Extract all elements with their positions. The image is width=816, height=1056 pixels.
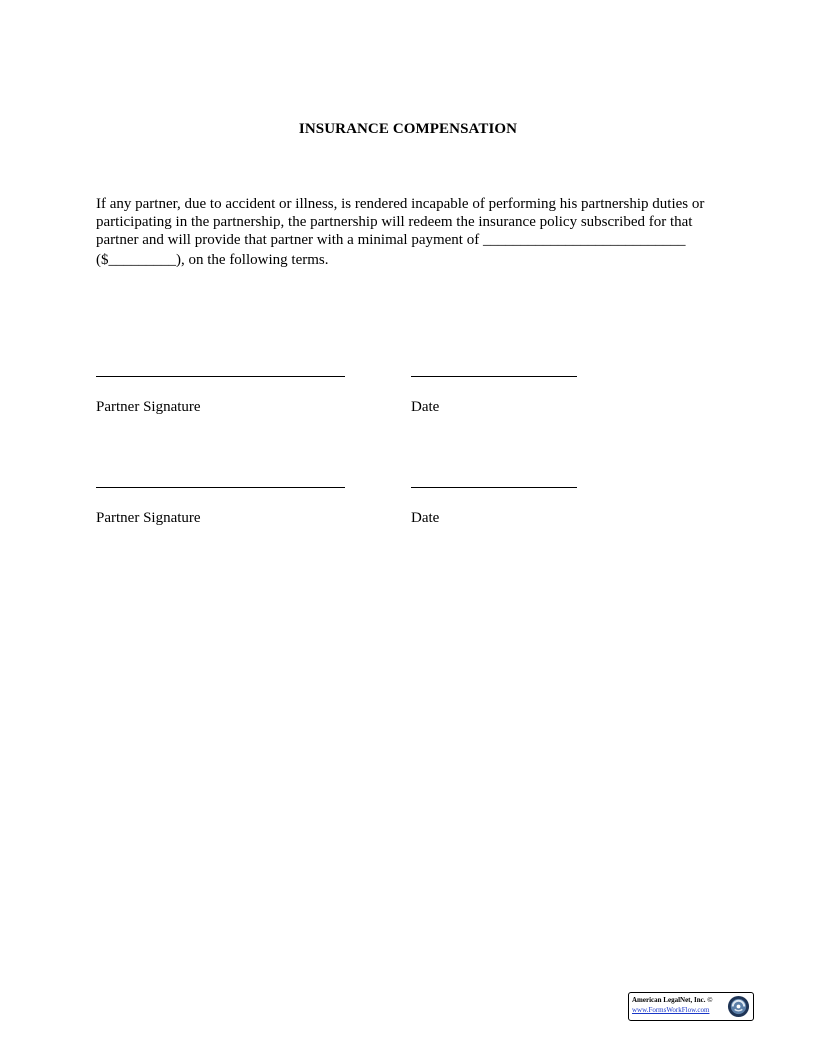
paragraph-line: partner and will provide that partner with a minimal payment of ___________________________ <box>96 232 686 248</box>
publisher-name: American LegalNet, Inc. © <box>632 996 713 1004</box>
paragraph-line: If any partner, due to accident or illness, is rendered incapable of performing his partnership duties or <box>96 196 705 212</box>
date-line-1[interactable] <box>411 376 577 377</box>
paragraph-line: participating in the partnership, the partnership will redeem the insurance policy subscribed for that <box>96 214 693 230</box>
date-label-2: Date <box>411 510 440 526</box>
partner-signature-line-2[interactable] <box>96 487 345 488</box>
partner-signature-label-1: Partner Signature <box>96 399 201 415</box>
globe-logo-icon <box>727 995 750 1018</box>
partner-signature-label-2: Partner Signature <box>96 510 201 526</box>
paragraph-line: ($_________), on the following terms. <box>96 252 329 268</box>
document-title: INSURANCE COMPENSATION <box>298 121 518 137</box>
publisher-badge <box>628 992 754 1021</box>
date-label-1: Date <box>411 399 440 415</box>
date-line-2[interactable] <box>411 487 577 488</box>
partner-signature-line-1[interactable] <box>96 376 345 377</box>
publisher-website-link[interactable]: www.FormsWorkFlow.com <box>632 1006 710 1014</box>
